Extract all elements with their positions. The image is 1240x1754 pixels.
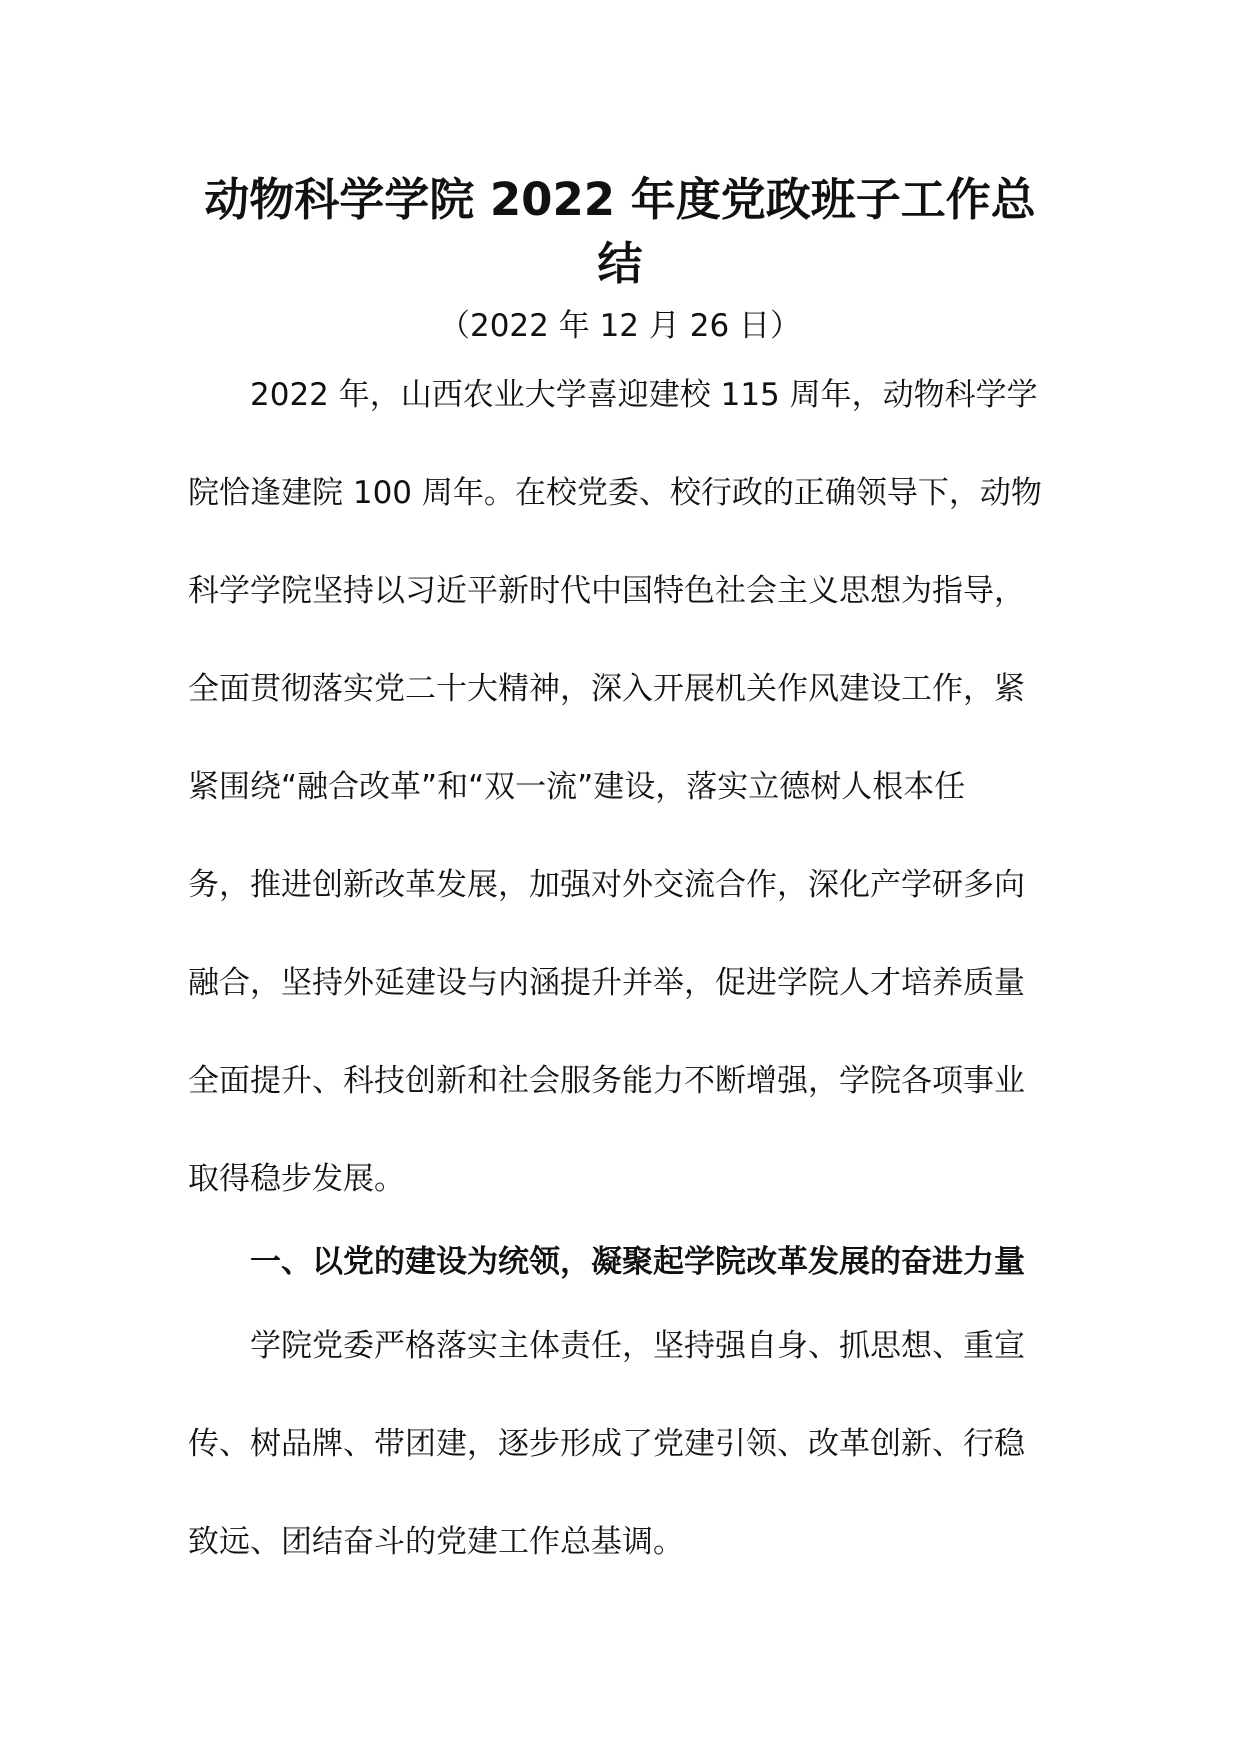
paragraph-line: 致远、团结奋斗的党建工作总基调。 [188, 1524, 684, 1560]
paragraph-line: 融合，坚持外延建设与内涵提升并举，促进学院人才培养质量 [188, 965, 1025, 1001]
paragraph-line: 取得稳步发展。 [188, 1161, 405, 1197]
paragraph-line: 全面贯彻落实党二十大精神，深入开展机关作风建设工作，紧 [188, 671, 1025, 707]
intro-paragraph [188, 346, 1058, 1228]
paragraph-line: 院恰逢建院 100 周年。在校党委、校行政的正确领导下，动物 [188, 475, 1042, 511]
document-date: （2022 年 12 月 26 日） [438, 308, 802, 344]
paragraph-line: 学院党委严格落实主体责任，坚持强自身、抓思想、重宣 [250, 1328, 1025, 1364]
paragraph-line: 务，推进创新改革发展，加强对外交流合作，深化产学研多向 [188, 867, 1025, 903]
section-heading: 一、以党的建设为统领，凝聚起学院改革发展的奋进力量 [250, 1244, 1025, 1280]
paragraph-line: 全面提升、科技创新和社会服务能力不断增强，学院各项事业 [188, 1063, 1025, 1099]
paragraph-line: 紧围绕“融合改革”和“双一流”建设，落实立德树人根本任 [188, 769, 966, 805]
title-line: 结 [597, 237, 643, 290]
document-title [0, 168, 1240, 296]
paragraph-line: 传、树品牌、带团建，逐步形成了党建引领、改革创新、行稳 [188, 1426, 1025, 1462]
title-line: 动物科学学院 2022 年度党政班子工作总 [204, 173, 1036, 226]
paragraph-line: 科学学院坚持以习近平新时代中国特色社会主义思想为指导， [188, 573, 1025, 609]
paragraph-line: 2022 年，山西农业大学喜迎建校 115 周年，动物科学学 [250, 377, 1038, 413]
section-paragraph [188, 1297, 1058, 1591]
